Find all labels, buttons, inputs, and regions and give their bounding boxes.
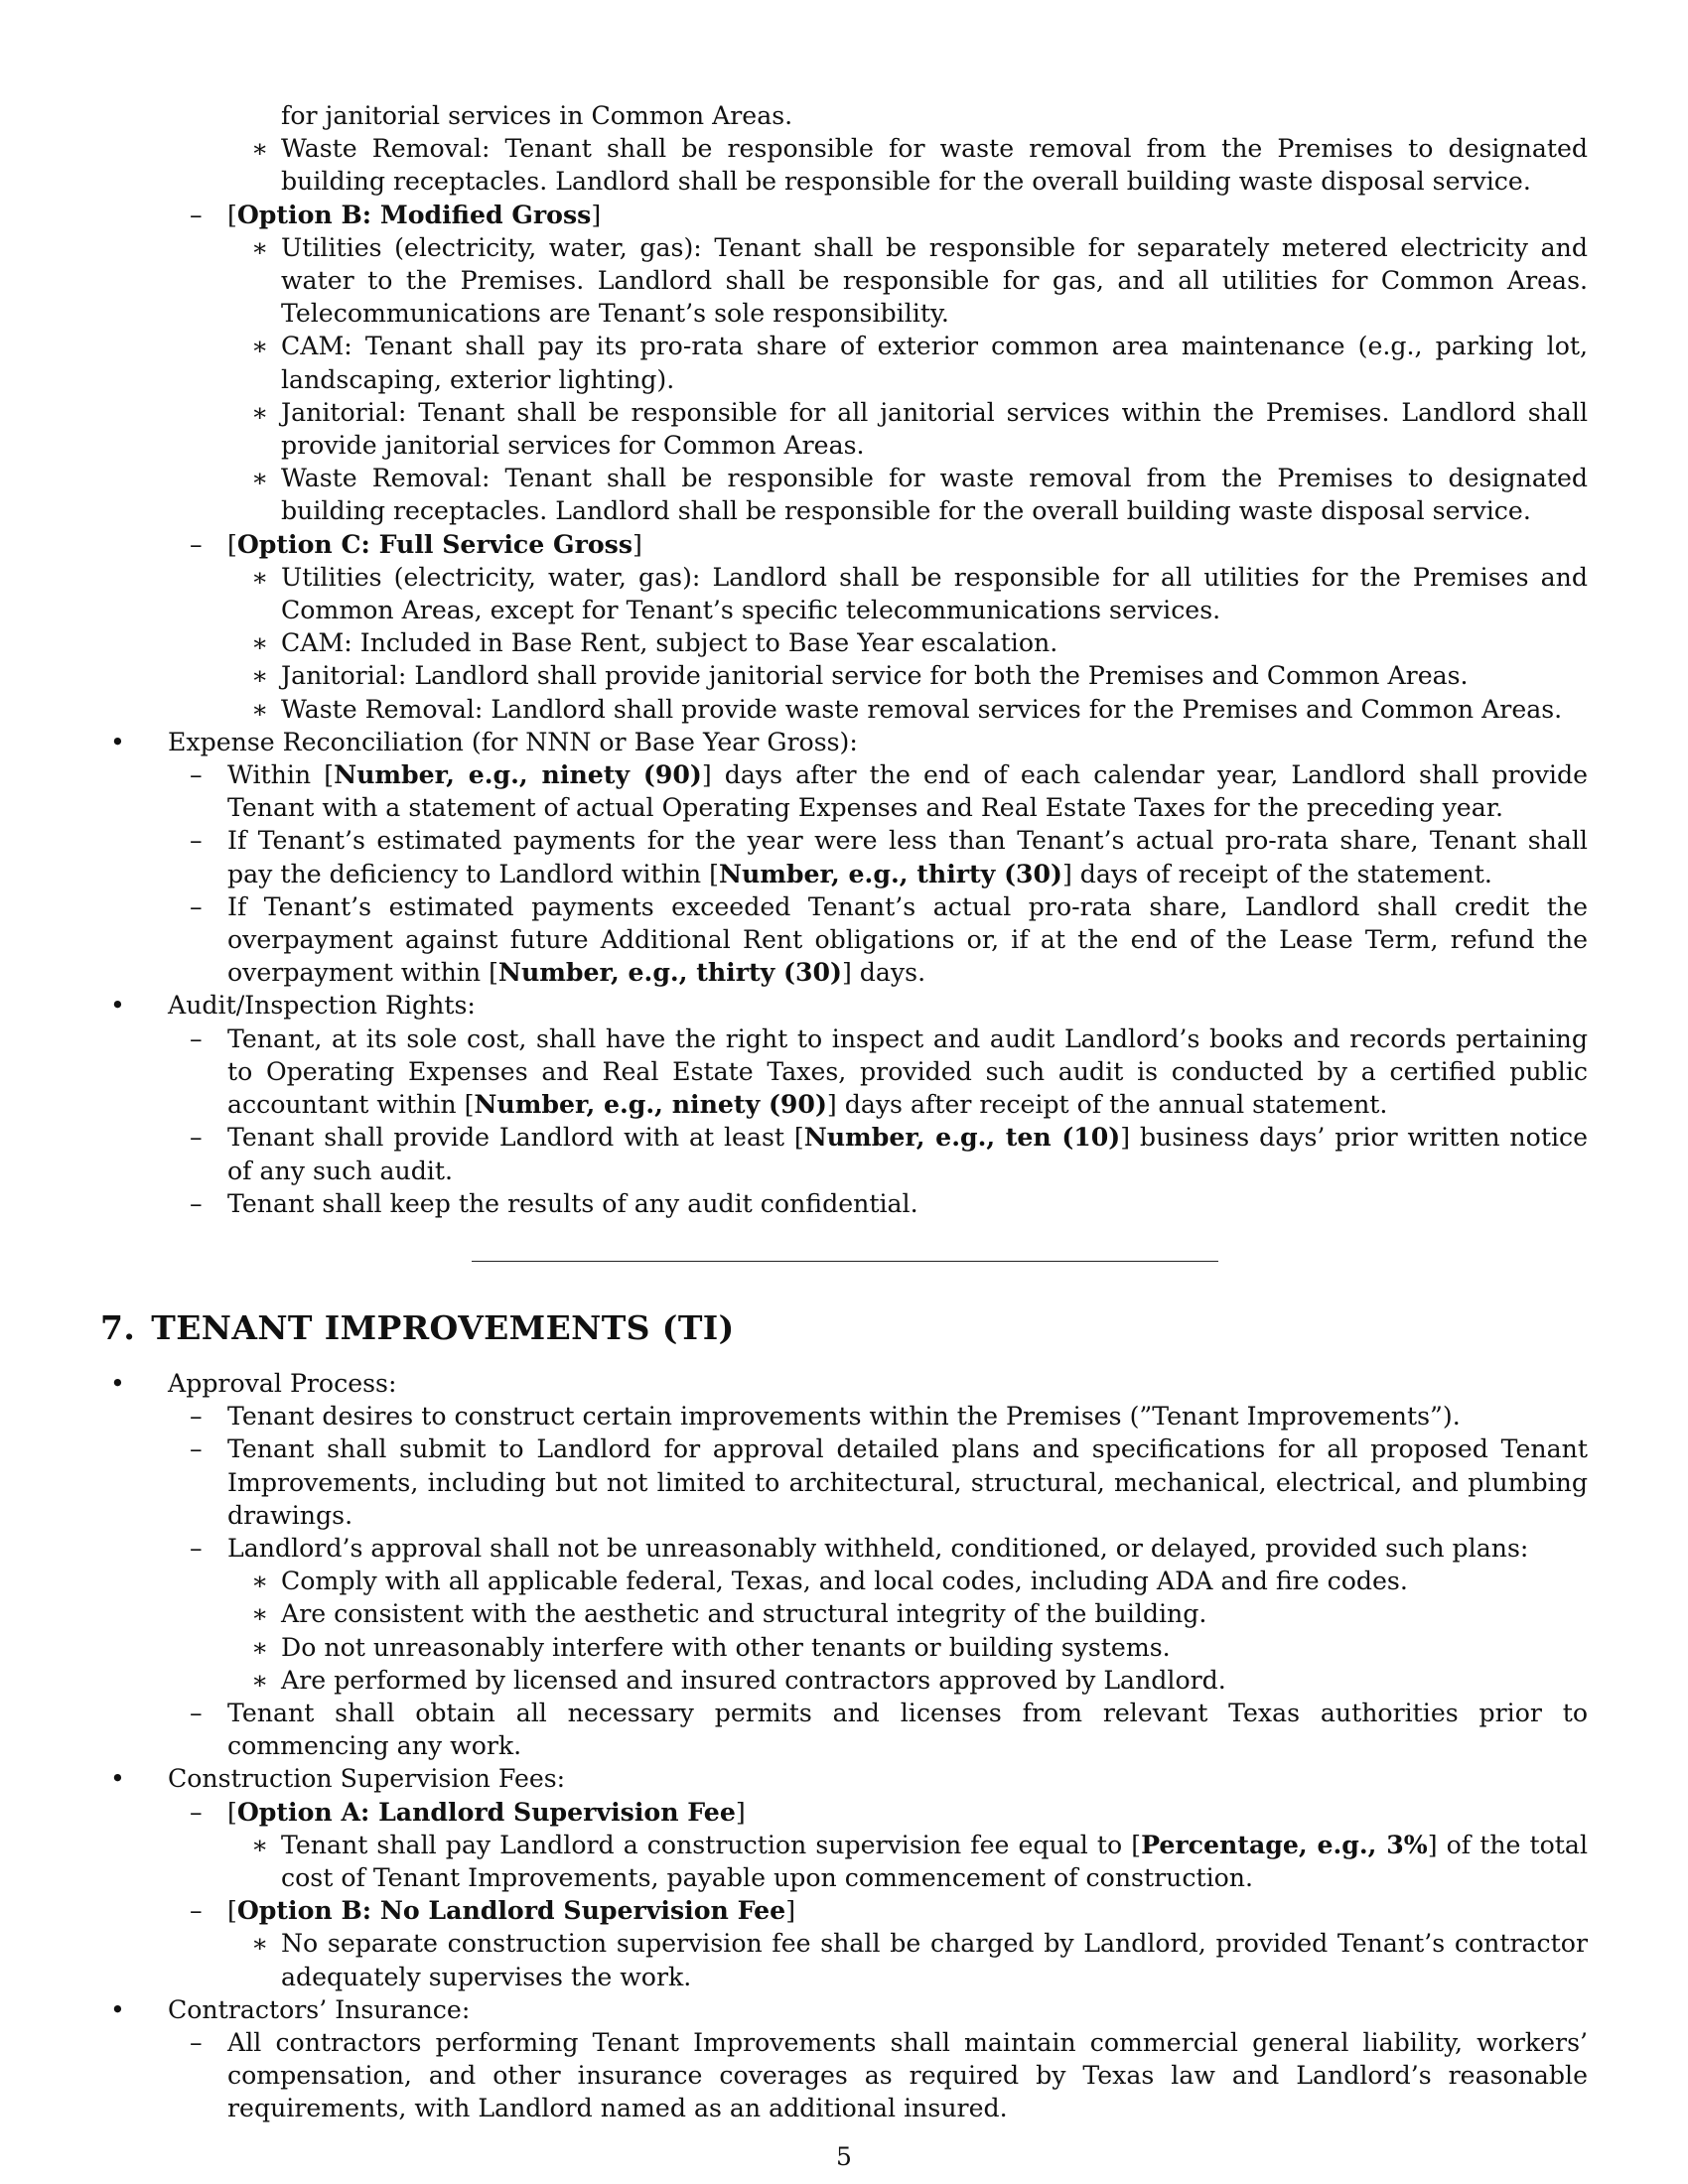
list-item: – Tenant shall keep the results of any audit confidential. (100, 1187, 1588, 1220)
asterisk-bullet-icon: ∗ (251, 562, 269, 592)
section-heading: 7. TENANT IMPROVEMENTS (TI) (100, 1308, 735, 1347)
list-item: – [Option C: Full Service Gross] (100, 528, 1588, 561)
list-item: ∗ Waste Removal: Landlord shall provide waste removal services for the Premises and Common Areas. (100, 693, 1588, 726)
list-item: ∗ Waste Removal: Tenant shall be responsible for waste removal from the Premises to designated building receptacles. Landlord shall be responsible for the overall building waste disposal service. (251, 134, 1588, 197)
bullet-icon: • (110, 1369, 125, 1398)
asterisk-bullet-icon: ∗ (251, 1599, 269, 1629)
dash-bullet-icon: – (190, 1434, 203, 1464)
asterisk-bullet-icon: ∗ (251, 397, 269, 427)
dash-bullet-icon: – (190, 1699, 203, 1728)
paragraph-line: for janitorial services in Common Areas. (281, 101, 793, 130)
dash-bullet-icon: – (190, 826, 203, 856)
list-item: ∗ Utilities (electricity, water, gas): Landlord shall be responsible for all utilities for the Premises and Common Areas, except for Tenant’s specific telecommunications services. (251, 562, 1588, 625)
list-item: • Construction Supervision Fees: (100, 1762, 1588, 1795)
list-item: ∗ Are performed by licensed and insured contractors approved by Landlord. (100, 1664, 1588, 1697)
dash-bullet-icon: – (190, 529, 203, 559)
list-item: ∗ Tenant shall pay Landlord a construction supervision fee equal to [Percentage, e.g., 3%] of the total cost of Tenant Improvements, payable upon commencement of construction. (251, 1829, 1588, 1893)
list-item: – [Option B: No Landlord Supervision Fee] (100, 1894, 1588, 1927)
list-item: ∗ Utilities (electricity, water, gas): Tenant shall be responsible for separately metered electricity and water to the Premises. Landlord shall be responsible for gas, and all utilities for Common Areas. Telecommunications are Tenant’s sole responsibility. (251, 232, 1588, 329)
list-item: – If Tenant’s estimated payments exceeded Tenant’s actual pro-rata share, Landlord shall credit the overpayment against future Additional Rent obligations or, if at the end of the Lease Term, refund the overpayment within [Number, e.g., thirty (30)] days. (190, 891, 1588, 988)
list-item: – If Tenant’s estimated payments for the year were less than Tenant’s actual pro-rata share, Tenant shall pay the deficiency to Landlord within [Number, e.g., thirty (30)] days of receipt of the statement. (190, 826, 1588, 888)
asterisk-bullet-icon: ∗ (251, 1632, 269, 1662)
dash-bullet-icon: – (190, 1188, 203, 1218)
asterisk-bullet-icon: ∗ (251, 661, 269, 691)
bullet-icon: • (110, 991, 125, 1021)
list-item: ∗ Do not unreasonably interfere with other tenants or building systems. (100, 1631, 1588, 1664)
list-item: ∗ CAM: Included in Base Rent, subject to Base Year escalation. (100, 626, 1588, 659)
list-item: – Within [Number, e.g., ninety (90)] days after the end of each calendar year, Landlord shall provide Tenant with a statement of actual Operating Expenses and Real Estate Taxes for the preceding year. (190, 759, 1588, 823)
dash-bullet-icon: – (190, 1534, 203, 1564)
list-item: – All contractors performing Tenant Improvements shall maintain commercial general liability, workers’ compensation, and other insurance coverages as required by Texas law and Landlord’s reasonable requirements, with Landlord named as an additional insured. (190, 2028, 1588, 2123)
option-label: Option B: Modified Gross (236, 199, 592, 229)
list-item: • Expense Reconciliation (for NNN or Base Year Gross): (100, 726, 1588, 758)
list-item: • Approval Process: (100, 1367, 1588, 1400)
list-item: • Contractors’ Insurance: (100, 1993, 1588, 2026)
option-label: Option A: Landlord Supervision Fee (236, 1796, 736, 1827)
asterisk-bullet-icon: ∗ (251, 134, 269, 164)
list-item: ∗ Waste Removal: Tenant shall be responsible for waste removal from the Premises to designated building receptacles. Landlord shall be responsible for the overall building waste disposal service. (251, 464, 1588, 526)
list-item: ∗ Comply with all applicable federal, Texas, and local codes, including ADA and fire codes. (100, 1565, 1588, 1597)
page-number: 5 (836, 2142, 852, 2171)
list-item: ∗ CAM: Tenant shall pay its pro-rata share of exterior common area maintenance (e.g., parking lot, landscaping, exterior lighting). (251, 332, 1588, 394)
asterisk-bullet-icon: ∗ (251, 1567, 269, 1596)
dash-bullet-icon: – (190, 1024, 203, 1053)
list-item: ∗ Are consistent with the aesthetic and structural integrity of the building. (100, 1597, 1588, 1630)
list-item: – Tenant, at its sole cost, shall have the right to inspect and audit Landlord’s books and records pertaining to Operating Expenses and Real Estate Taxes, provided such audit is conducted by a certified public accountant within [Number, e.g., ninety (90)] days after receipt of the annual statement. (190, 1024, 1588, 1120)
bullet-icon: • (110, 1764, 125, 1794)
list-item: ∗ Janitorial: Tenant shall be responsible for all janitorial services within the Premises. Landlord shall provide janitorial services for Common Areas. (251, 397, 1588, 461)
dash-bullet-icon: – (190, 2028, 203, 2058)
option-label: Option C: Full Service Gross (236, 528, 633, 559)
dash-bullet-icon: – (190, 891, 203, 921)
section-7-body (100, 1367, 1588, 2125)
asterisk-bullet-icon: ∗ (251, 694, 269, 724)
dash-bullet-icon: – (190, 1896, 203, 1926)
dash-bullet-icon: – (190, 760, 203, 790)
option-label: Option B: No Landlord Supervision Fee (236, 1895, 786, 1926)
list-item: ∗ No separate construction supervision fee shall be charged by Landlord, provided Tenant’s contractor adequately supervises the work. (251, 1929, 1588, 1991)
list-item: – [Option A: Landlord Supervision Fee] (100, 1796, 1588, 1829)
section-6-continuation (100, 99, 1588, 1220)
asterisk-bullet-icon: ∗ (251, 232, 269, 262)
dash-bullet-icon: – (190, 1402, 203, 1432)
asterisk-bullet-icon: ∗ (251, 1830, 269, 1859)
asterisk-bullet-icon: ∗ (251, 1665, 269, 1695)
list-item: – Tenant shall obtain all necessary permits and licenses from relevant Texas authorities prior to commencing any work. (190, 1699, 1588, 1761)
asterisk-bullet-icon: ∗ (251, 464, 269, 493)
dash-bullet-icon: – (190, 1797, 203, 1827)
section-divider (472, 1261, 1218, 1262)
asterisk-bullet-icon: ∗ (251, 1929, 269, 1959)
bullet-icon: • (110, 1994, 125, 2024)
list-item: – Tenant desires to construct certain improvements within the Premises (”Tenant Improvements”). (100, 1400, 1588, 1433)
list-item: – Tenant shall submit to Landlord for approval detailed plans and specifications for all proposed Tenant Improvements, including but not limited to architectural, structural, mechanical, electrical, and plumbing drawings. (190, 1434, 1588, 1530)
bullet-icon: • (110, 727, 125, 756)
list-item: – [Option B: Modified Gross] (100, 199, 1588, 231)
list-item: ∗ Janitorial: Landlord shall provide janitorial service for both the Premises and Common Areas. (100, 659, 1588, 692)
list-item: – Tenant shall provide Landlord with at least [Number, e.g., ten (10)] business days’ prior written notice of any such audit. (190, 1122, 1589, 1185)
dash-bullet-icon: – (190, 200, 203, 229)
list-item: – Landlord’s approval shall not be unreasonably withheld, conditioned, or delayed, provided such plans: (100, 1532, 1588, 1565)
asterisk-bullet-icon: ∗ (251, 332, 269, 361)
dash-bullet-icon: – (190, 1123, 203, 1153)
asterisk-bullet-icon: ∗ (251, 628, 269, 658)
list-item: • Audit/Inspection Rights: (100, 989, 1588, 1022)
